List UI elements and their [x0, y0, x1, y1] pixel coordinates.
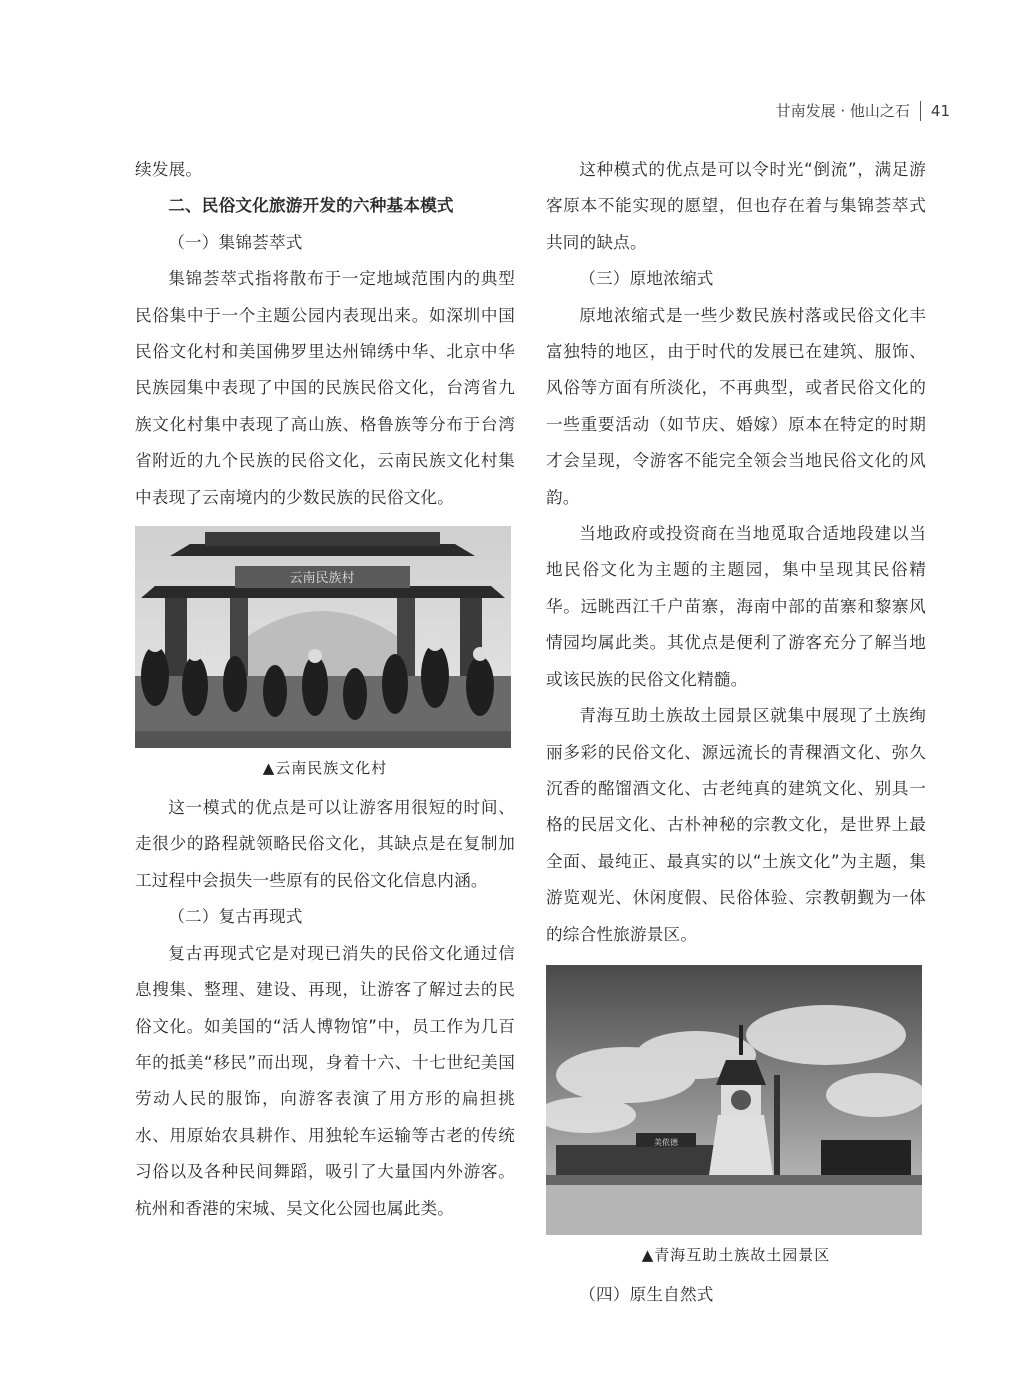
subheading-2: （二）复古再现式	[168, 907, 303, 927]
section-heading: 二、民俗文化旅游开发的六种基本模式	[168, 196, 454, 216]
section-title: 甘南发展 · 他山之石	[775, 102, 910, 120]
building-sign-text: 美侬德	[654, 1137, 678, 1147]
page-number: 41	[930, 101, 950, 120]
subheading-1: （一）集锦荟萃式	[168, 232, 303, 252]
paragraph: 当地政府或投资商在当地觅取合适地段建以当地民俗文化为主题的主题园，集中呈现其民俗精华。远眺西江千户苗寨，海南中部的苗寨和黎寨风情园均属此类。其优点是便利了游客充分了解当地或该民族的民俗文化精髓。	[546, 524, 926, 689]
subheading-3: （三）原地浓缩式	[579, 269, 714, 289]
photo-qinghai-huzhu-scenic-area	[546, 965, 922, 1235]
subheading-4: （四）原生自然式	[579, 1284, 714, 1304]
photo-caption: ▲云南民族文化村	[262, 759, 388, 778]
paragraph: 复古再现式它是对现已消失的民俗文化通过信息搜集、整理、建设、再现，让游客了解过去的民俗文化。如美国的“活人博物馆”中，员工作为几百年的抵美“移民”而出现，身着十六、十七世纪美国劳动人民的服饰，向游客表演了用方形的扁担挑水、用原始农具耕作、用独轮车运输等古老的传统习俗以及各种民间舞蹈，吸引了大量国内外游客。杭州和香港的宋城、吴文化公园也属此类。	[135, 943, 515, 1218]
paragraph: 这一模式的优点是可以让游客用很短的时间、走很少的路程就领略民俗文化，其缺点是在复制加工过程中会损失一些原有的民俗文化信息内涵。	[135, 798, 515, 890]
photo-caption: ▲青海互助土族故土园景区	[641, 1245, 831, 1264]
paragraph-continued: 续发展。	[135, 160, 203, 179]
gate-sign-text: 云南民族村	[289, 571, 355, 587]
paragraph: 原地浓缩式是一些少数民族村落或民俗文化丰富独特的地区，由于时代的发展已在建筑、服饰、风俗等方面有所淡化，不再典型，或者民俗文化的一些重要活动（如节庆、婚嫁）原本在特定的时期才会呈现，令游客不能完全领会当地民俗文化的风韵。	[546, 305, 926, 507]
header-divider	[920, 101, 921, 121]
paragraph: 青海互助土族故土园景区就集中展现了土族绚丽多彩的民俗文化、源远流长的青稞酒文化、弥久沉香的酩馏酒文化、古老纯真的建筑文化、别具一格的民居文化、古朴神秘的宗教文化，是世界上最全面、最纯正、最真实的以“土族文化”为主题，集游览观光、休闲度假、民俗体验、宗教朝觐为一体的综合性旅游景区。	[546, 706, 926, 944]
photo-yunnan-folk-village	[135, 526, 511, 748]
paragraph: 这种模式的优点是可以令时光“倒流”，满足游客原本不能实现的愿望，但也存在着与集锦荟萃式共同的缺点。	[546, 160, 926, 252]
right-column	[546, 152, 926, 1313]
running-header	[776, 100, 950, 121]
left-column	[135, 152, 515, 1227]
paragraph: 集锦荟萃式指将散布于一定地域范围内的典型民俗集中于一个主题公园内表现出来。如深圳中国民俗文化村和美国佛罗里达州锦绣中华、北京中华民族园集中表现了中国的民族民俗文化，台湾省九族文化村集中表现了高山族、格鲁族等分布于台湾省附近的九个民族的民俗文化，云南民族文化村集中表现了云南境内的少数民族的民俗文化。	[135, 269, 515, 507]
